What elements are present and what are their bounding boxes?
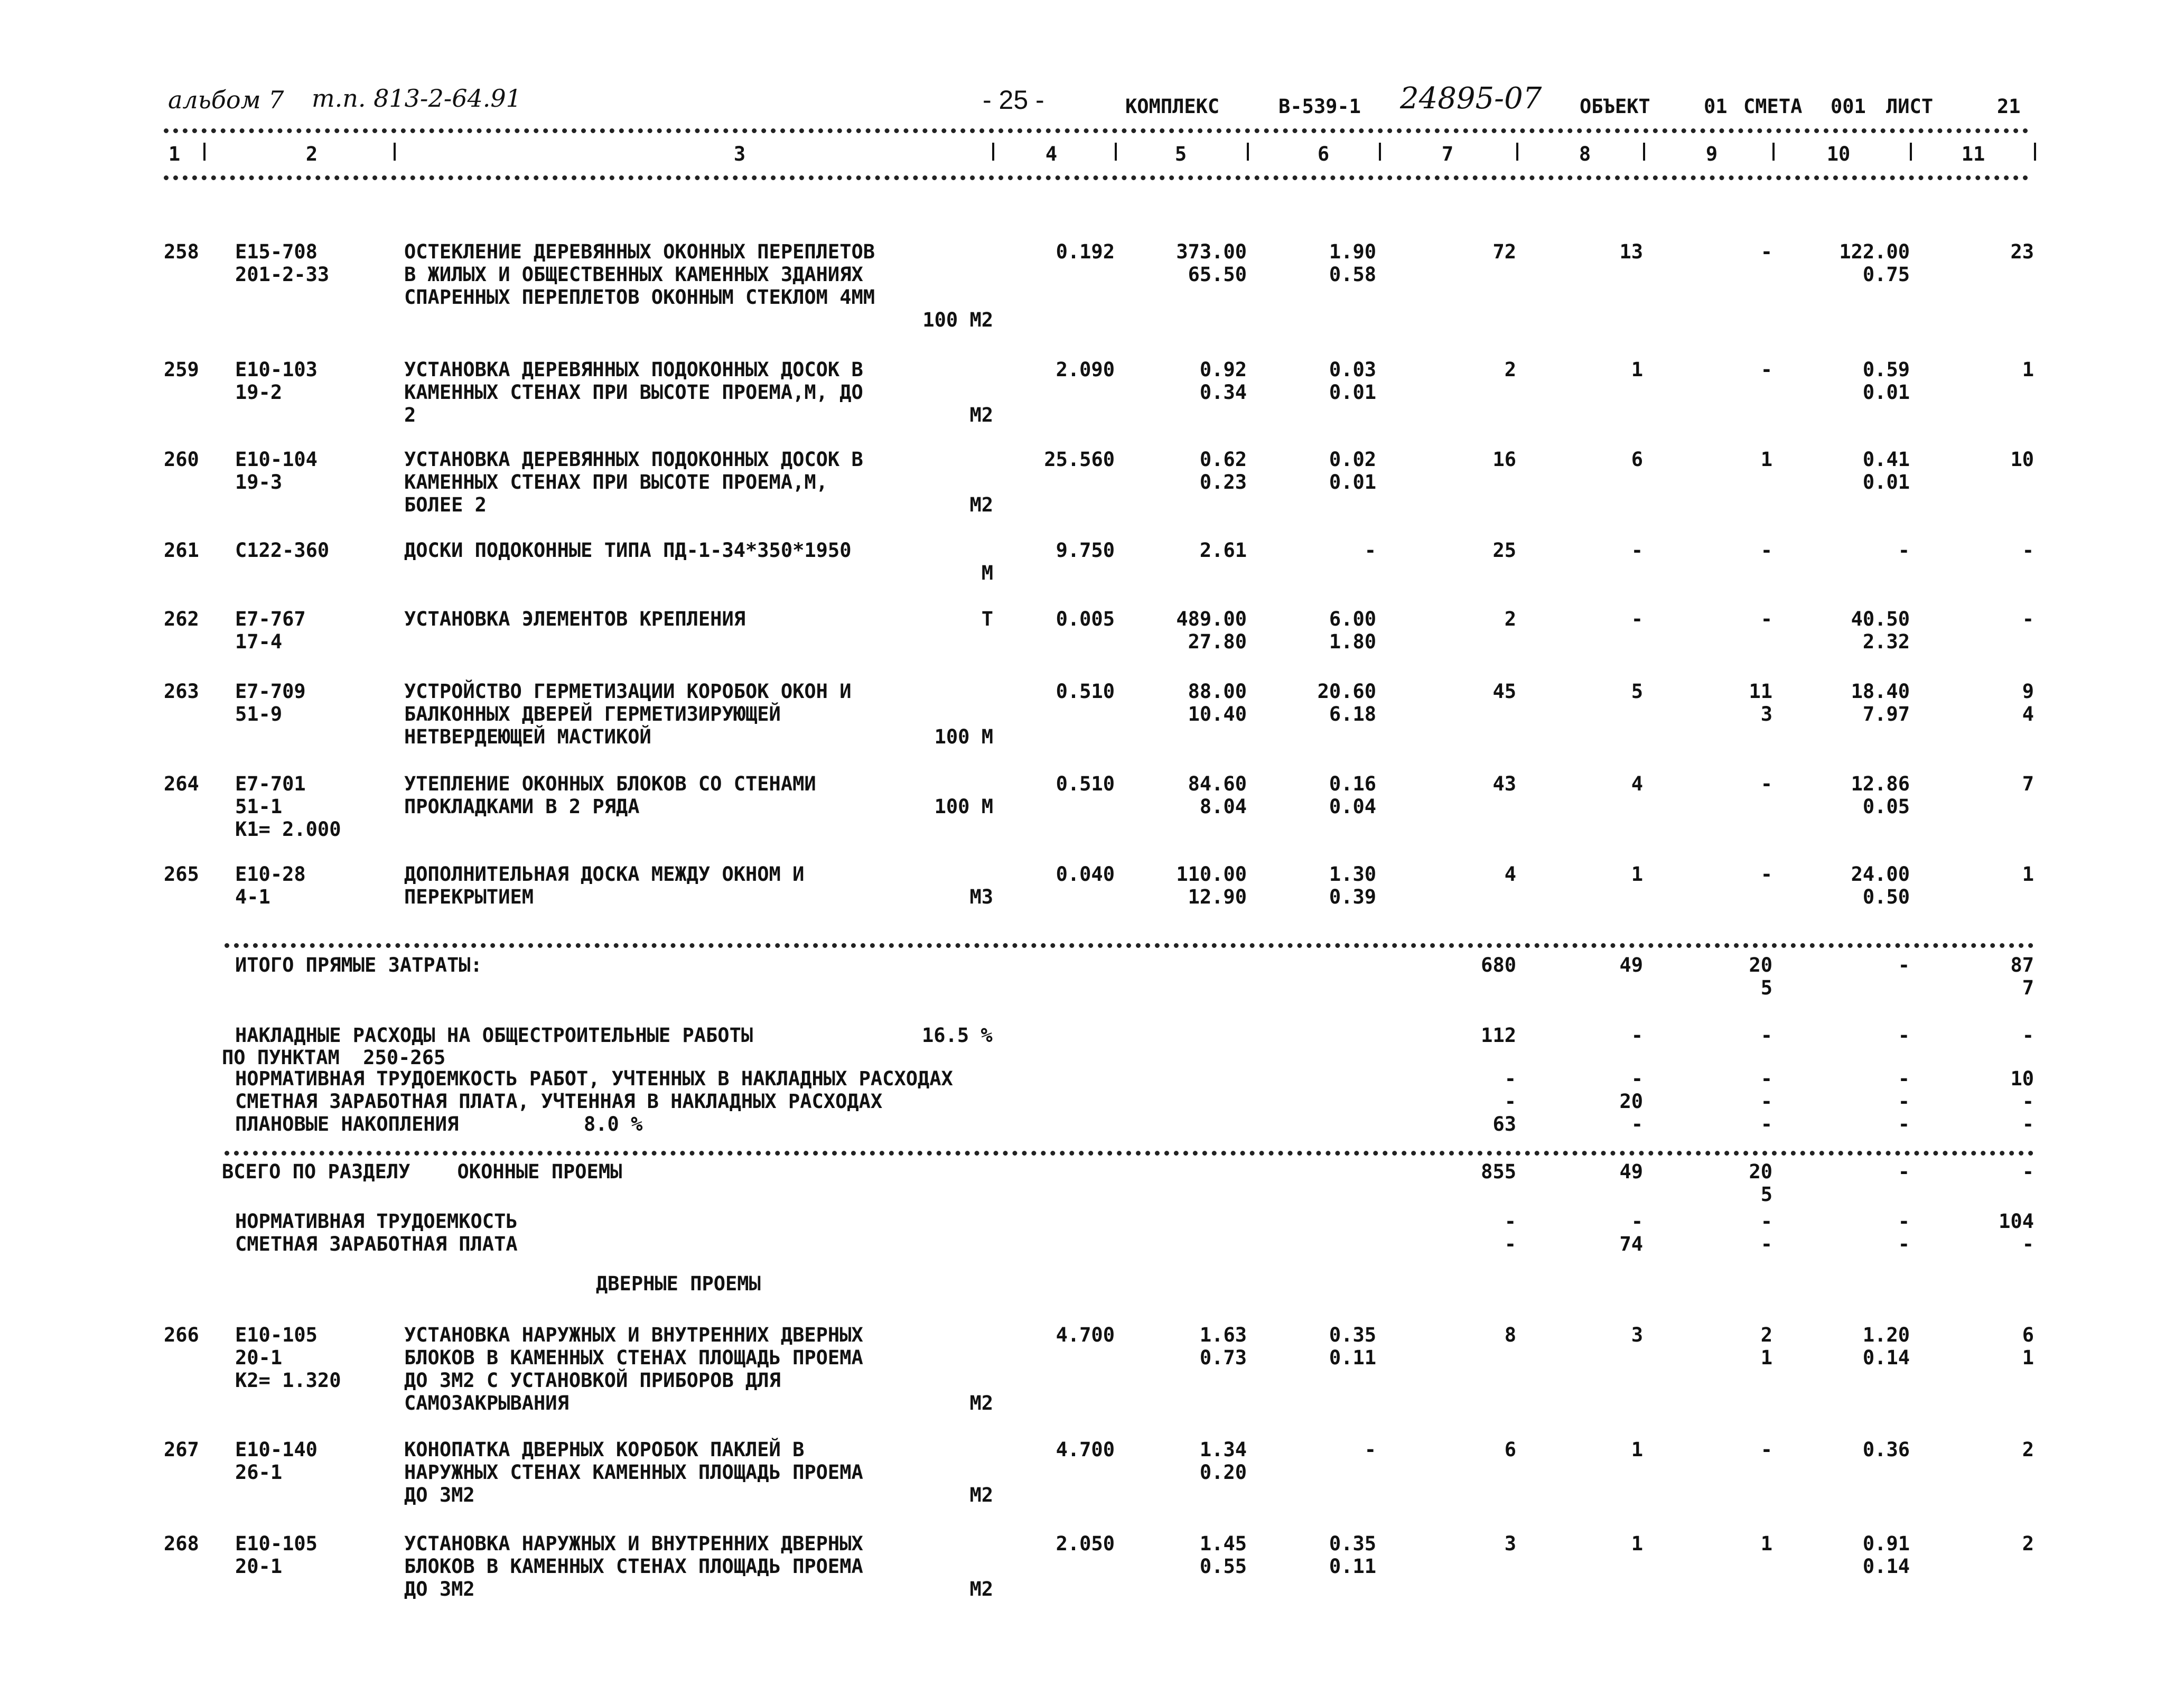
row-number: 266 [164,1324,199,1346]
overhead-percent: 16.5 % [922,1024,993,1047]
cell-c10: 18.40 [1851,680,1910,703]
project-number: т.п. 813-2-64.91 [312,84,521,113]
cell-c8: 1 [1631,358,1643,381]
cell-c6: 1.80 [1329,630,1376,653]
total-c9: - [1760,1024,1772,1047]
cell-c5: 1.45 [1199,1532,1247,1555]
column-separator [1910,143,1912,161]
cell-c10: 0.59 [1862,358,1910,381]
total-c10: - [1898,1160,1910,1183]
total-c11: 7 [2022,976,2034,999]
cell-c9: - [1760,240,1772,263]
cell-c11: 7 [2022,772,2034,795]
cell-c8: 5 [1631,680,1643,703]
object-label: ОБЪЕКТ [1580,95,1650,118]
cell-c9: - [1760,863,1772,886]
work-description: ПРОКЛАДКАМИ В 2 РЯДА [404,795,640,818]
cell-c10: 1.20 [1862,1324,1910,1346]
total-c9: 5 [1760,976,1772,999]
cell-c8: 4 [1631,772,1643,795]
cell-c6: 0.02 [1329,448,1376,471]
cell-c5: 0.23 [1199,471,1247,494]
cell-c7: 4 [1504,863,1516,886]
total-c8: 49 [1619,954,1643,976]
cell-c10: 0.50 [1862,886,1910,908]
total-c7: - [1504,1090,1516,1113]
object-number: 01 [1704,95,1728,118]
total-c11: 10 [2010,1067,2034,1090]
work-description: УСТАНОВКА ЭЛЕМЕНТОВ КРЕПЛЕНИЯ [404,608,746,630]
column-separator [2034,143,2036,161]
work-description: УТЕПЛЕНИЕ ОКОННЫХ БЛОКОВ СО СТЕНАМИ [404,772,816,795]
total-c8: 74 [1619,1233,1643,1255]
cell-c9: 2 [1760,1324,1772,1346]
column-number-11: 11 [1961,143,1985,165]
cell-c5: 0.55 [1199,1555,1247,1578]
cell-c5: 12.90 [1188,886,1247,908]
price-code: К1= 2.000 [235,818,341,841]
unit-of-measure: М2 [969,1578,993,1600]
cell-c6: 0.11 [1329,1346,1376,1369]
work-description: ОСТЕКЛЕНИЕ ДЕРЕВЯННЫХ ОКОННЫХ ПЕРЕПЛЕТОВ [404,240,875,263]
work-description: БЛОКОВ В КАМЕННЫХ СТЕНАХ ПЛОЩАДЬ ПРОЕМА [404,1346,863,1369]
total-c8: - [1631,1024,1643,1047]
column-number-3: 3 [733,143,746,165]
work-description: УСТРОЙСТВО ГЕРМЕТИЗАЦИИ КОРОБОК ОКОН И [404,680,852,703]
total-c10: - [1898,1024,1910,1047]
cell-c5: 88.00 [1188,680,1247,703]
work-description: САМОЗАКРЫВАНИЯ [404,1392,569,1414]
price-code: Е7-709 [235,680,306,703]
price-code: 26-1 [235,1461,283,1484]
cell-c9: 3 [1760,703,1772,725]
price-code: Е10-28 [235,863,306,886]
total-c9: 5 [1760,1183,1772,1206]
column-separator [1516,143,1518,161]
total-c8: - [1631,1067,1643,1090]
column-number-2: 2 [305,143,318,165]
total-label: НАКЛАДНЫЕ РАСХОДЫ НА ОБЩЕСТРОИТЕЛЬНЫЕ РАБОТЫ [235,1024,753,1047]
cell-c6: 0.35 [1329,1532,1376,1555]
cell-c10: 0.14 [1862,1346,1910,1369]
column-separator [992,143,994,161]
cell-c5: 65.50 [1188,263,1247,286]
cell-c6: 6.18 [1329,703,1376,725]
cell-c6: 0.11 [1329,1555,1376,1578]
row-number: 265 [164,863,199,886]
total-label: ПЛАНОВЫЕ НАКОПЛЕНИЯ [235,1113,459,1135]
cell-c7: 3 [1504,1532,1516,1555]
total-label: НОРМАТИВНАЯ ТРУДОЕМКОСТЬ [235,1210,518,1233]
cell-c7: 43 [1492,772,1516,795]
cell-c9: 1 [1760,448,1772,471]
cell-c9: - [1760,358,1772,381]
cell-c5: 1.34 [1199,1438,1247,1461]
cell-c9: 1 [1760,1532,1772,1555]
cell-c5: 10.40 [1188,703,1247,725]
total-c7: - [1504,1067,1516,1090]
quantity: 0.510 [1056,680,1115,703]
cell-c11: 1 [2022,863,2034,886]
complex-code: В-539-1 [1278,95,1361,118]
total-label: СМЕТНАЯ ЗАРАБОТНАЯ ПЛАТА, УЧТЕННАЯ В НАКЛАДНЫХ РАСХОДАХ [235,1090,883,1113]
cell-c10: 40.50 [1851,608,1910,630]
unit-of-measure: 100 М [934,725,993,748]
work-description: КАМЕННЫХ СТЕНАХ ПРИ ВЫСОТЕ ПРОЕМА,М, ДО [404,381,863,404]
total-c9: - [1760,1233,1772,1255]
cell-c7: 8 [1504,1324,1516,1346]
row-number: 267 [164,1438,199,1461]
cell-c10: 12.86 [1851,772,1910,795]
price-code: 51-9 [235,703,283,725]
price-code: 19-2 [235,381,283,404]
total-c11: - [2022,1090,2034,1113]
cell-c9: - [1760,608,1772,630]
row-number: 262 [164,608,199,630]
row-number: 260 [164,448,199,471]
quantity: 4.700 [1056,1438,1115,1461]
price-code: 20-1 [235,1346,283,1369]
sheet-number: 21 [1997,95,2021,118]
quantity: 0.040 [1056,863,1115,886]
cell-c5: 27.80 [1188,630,1247,653]
column-number-7: 7 [1441,143,1454,165]
row-number: 258 [164,240,199,263]
work-description: БАЛКОННЫХ ДВЕРЕЙ ГЕРМЕТИЗИРУЮЩЕЙ [404,703,781,725]
column-number-5: 5 [1174,143,1187,165]
cell-c6: 0.04 [1329,795,1376,818]
price-code: 4-1 [235,886,270,908]
cell-c8: 13 [1619,240,1643,263]
column-number-4: 4 [1045,143,1058,165]
work-description: ДО 3М2 [404,1484,475,1506]
section-title-doors: ДВЕРНЫЕ ПРОЕМЫ [596,1272,761,1295]
cell-c6: - [1364,1438,1376,1461]
album-label: альбом 7 [168,86,284,114]
cell-c5: 0.20 [1199,1461,1247,1484]
cell-c5: 1.63 [1199,1324,1247,1346]
price-code: Е10-104 [235,448,318,471]
column-header-row [0,143,2184,169]
work-description: ДО 3М2 [404,1578,475,1600]
work-description: ДО 3М2 С УСТАНОВКОЙ ПРИБОРОВ ДЛЯ [404,1369,781,1392]
total-c10: - [1898,1210,1910,1233]
work-description: НЕТВЕРДЕЮЩЕЙ МАСТИКОЙ [404,725,651,748]
price-code: 19-3 [235,471,283,494]
total-c9: - [1760,1067,1772,1090]
cell-c9: 1 [1760,1346,1772,1369]
work-description: НАРУЖНЫХ СТЕНАХ КАМЕННЫХ ПЛОЩАДЬ ПРОЕМА [404,1461,863,1484]
cell-c6: 0.03 [1329,358,1376,381]
quantity: 2.090 [1056,358,1115,381]
cell-c9: - [1760,772,1772,795]
price-code: Е10-105 [235,1532,318,1555]
cell-c10: 0.01 [1862,381,1910,404]
row-number: 264 [164,772,199,795]
row-number: 268 [164,1532,199,1555]
cell-c8: 1 [1631,863,1643,886]
total-c8: - [1631,1113,1643,1135]
cell-c11: 1 [2022,358,2034,381]
cell-c6: - [1364,539,1376,562]
total-c11: - [2022,1024,2034,1047]
cell-c11: 4 [2022,703,2034,725]
dotted-separator [225,1151,2034,1156]
work-description: БЛОКОВ В КАМЕННЫХ СТЕНАХ ПЛОЩАДЬ ПРОЕМА [404,1555,863,1578]
quantity: 25.560 [1044,448,1115,471]
quantity: 9.750 [1056,539,1115,562]
work-description: УСТАНОВКА ДЕРЕВЯННЫХ ПОДОКОННЫХ ДОСОК В [404,448,863,471]
items-range: ПО ПУНКТАМ 250-265 [222,1046,446,1069]
cell-c10: - [1898,539,1910,562]
cell-c5: 2.61 [1199,539,1247,562]
total-c9: - [1760,1113,1772,1135]
total-c8: 49 [1619,1160,1643,1183]
column-number-8: 8 [1579,143,1591,165]
cell-c7: 72 [1492,240,1516,263]
cell-c6: 0.01 [1329,381,1376,404]
price-code: Е10-103 [235,358,318,381]
column-number-9: 9 [1705,143,1718,165]
row-number: 259 [164,358,199,381]
column-separator [1247,143,1249,161]
total-c10: - [1898,954,1910,976]
cell-c11: 9 [2022,680,2034,703]
cell-c10: 0.01 [1862,471,1910,494]
cell-c7: 2 [1504,608,1516,630]
total-c7: 855 [1481,1160,1516,1183]
total-c7: 680 [1481,954,1516,976]
unit-of-measure: М2 [969,1392,993,1414]
cell-c5: 8.04 [1199,795,1247,818]
cell-c5: 0.73 [1199,1346,1247,1369]
total-c8: - [1631,1210,1643,1233]
cell-c11: 23 [2010,240,2034,263]
cell-c11: 6 [2022,1324,2034,1346]
total-label: НОРМАТИВНАЯ ТРУДОЕМКОСТЬ РАБОТ, УЧТЕННЫХ В НАКЛАДНЫХ РАСХОДАХ [235,1067,953,1090]
cell-c8: 6 [1631,448,1643,471]
price-code: Е15-708 [235,240,318,263]
price-code: К2= 1.320 [235,1369,341,1392]
cell-c11: 2 [2022,1532,2034,1555]
cell-c10: 7.97 [1862,703,1910,725]
total-c8: 20 [1619,1090,1643,1113]
unit-of-measure: М [981,562,993,584]
column-number-10: 10 [1826,143,1851,165]
total-c9: - [1760,1210,1772,1233]
total-c10: - [1898,1090,1910,1113]
price-code: С122-360 [235,539,330,562]
cell-c10: 2.32 [1862,630,1910,653]
cell-c6: 20.60 [1317,680,1376,703]
profit-percent: 8.0 % [584,1113,643,1135]
quantity: 4.700 [1056,1324,1115,1346]
quantity: 0.005 [1056,608,1115,630]
price-code: Е7-767 [235,608,306,630]
total-c11: 87 [2010,954,2034,976]
cell-c6: 1.90 [1329,240,1376,263]
cell-c5: 0.92 [1199,358,1247,381]
cell-c10: 0.91 [1862,1532,1910,1555]
cell-c10: 0.75 [1862,263,1910,286]
price-code: Е10-140 [235,1438,318,1461]
cell-c8: - [1631,608,1643,630]
cell-c10: 0.05 [1862,795,1910,818]
column-separator [1772,143,1775,161]
unit-of-measure: М2 [969,494,993,516]
unit-of-measure: М3 [969,886,993,908]
total-c7: 63 [1492,1113,1516,1135]
cell-c7: 25 [1492,539,1516,562]
total-label: ВСЕГО ПО РАЗДЕЛУ ОКОННЫЕ ПРОЕМЫ [222,1160,622,1183]
cell-c6: 0.16 [1329,772,1376,795]
cell-c11: 10 [2010,448,2034,471]
cell-c5: 0.34 [1199,381,1247,404]
work-description: СПАРЕННЫХ ПЕРЕПЛЕТОВ ОКОННЫМ СТЕКЛОМ 4ММ [404,286,875,309]
cell-c6: 6.00 [1329,608,1376,630]
cell-c5: 84.60 [1188,772,1247,795]
price-code: Е7-701 [235,772,306,795]
unit-of-measure: 100 М [934,795,993,818]
total-c11: - [2022,1233,2034,1255]
cell-c10: 0.41 [1862,448,1910,471]
complex-label: КОМПЛЕКС [1125,95,1220,118]
cell-c8: 1 [1631,1532,1643,1555]
total-c10: - [1898,1113,1910,1135]
total-c7: - [1504,1233,1516,1255]
work-description: КАМЕННЫХ СТЕНАХ ПРИ ВЫСОТЕ ПРОЕМА,М, [404,471,828,494]
cell-c6: 1.30 [1329,863,1376,886]
column-separator [1115,143,1117,161]
unit-of-measure: М2 [969,1484,993,1506]
work-description: УСТАНОВКА ДЕРЕВЯННЫХ ПОДОКОННЫХ ДОСОК В [404,358,863,381]
work-description: ПЕРЕКРЫТИЕМ [404,886,534,908]
work-description: БОЛЕЕ 2 [404,494,487,516]
price-code: 201-2-33 [235,263,330,286]
column-separator [1379,143,1381,161]
work-description: КОНОПАТКА ДВЕРНЫХ КОРОБОК ПАКЛЕЙ В [404,1438,805,1461]
row-number: 261 [164,539,199,562]
cell-c6: 0.58 [1329,263,1376,286]
cell-c10: 0.14 [1862,1555,1910,1578]
cell-c8: 1 [1631,1438,1643,1461]
cell-c11: - [2022,539,2034,562]
quantity: 2.050 [1056,1532,1115,1555]
quantity: 0.192 [1056,240,1115,263]
handwritten-stamp: 24895-07 [1400,81,1542,116]
header-rule-bottom [164,175,2029,180]
cell-c9: 11 [1749,680,1772,703]
total-c11: - [2022,1113,2034,1135]
page-number: - 25 - [983,85,1044,115]
cell-c6: 0.39 [1329,886,1376,908]
total-label: ИТОГО ПРЯМЫЕ ЗАТРАТЫ: [235,954,482,976]
cell-c8: 3 [1631,1324,1643,1346]
total-c11: - [2022,1160,2034,1183]
total-c9: - [1760,1090,1772,1113]
cell-c6: 0.01 [1329,471,1376,494]
cell-c5: 373.00 [1176,240,1247,263]
column-separator [1643,143,1645,161]
cell-c7: 6 [1504,1438,1516,1461]
cell-c6: 0.35 [1329,1324,1376,1346]
work-description: В ЖИЛЫХ И ОБЩЕСТВЕННЫХ КАМЕННЫХ ЗДАНИЯХ [404,263,863,286]
cell-c9: - [1760,539,1772,562]
cell-c8: - [1631,539,1643,562]
work-description: УСТАНОВКА НАРУЖНЫХ И ВНУТРЕННИХ ДВЕРНЫХ [404,1532,863,1555]
cell-c9: - [1760,1438,1772,1461]
total-c9: 20 [1749,954,1772,976]
row-number: 263 [164,680,199,703]
cell-c5: 0.62 [1199,448,1247,471]
column-number-1: 1 [168,143,181,165]
cell-c7: 45 [1492,680,1516,703]
cell-c10: 0.36 [1862,1438,1910,1461]
total-c9: 20 [1749,1160,1772,1183]
total-c7: 112 [1481,1024,1516,1047]
sheet-label: ЛИСТ [1886,95,1934,118]
header-rule-top [164,128,2029,133]
estimate-label: СМЕТА [1743,95,1803,118]
work-description: УСТАНОВКА НАРУЖНЫХ И ВНУТРЕННИХ ДВЕРНЫХ [404,1324,863,1346]
work-description: 2 [404,404,416,426]
estimate-number: 001 [1831,95,1866,118]
cell-c5: 489.00 [1176,608,1247,630]
unit-of-measure: 100 М2 [922,309,993,331]
dotted-separator [225,943,2034,948]
price-code: 51-1 [235,795,283,818]
cell-c7: 16 [1492,448,1516,471]
price-code: 17-4 [235,630,283,653]
total-c11: 104 [1999,1210,2034,1233]
work-description: ДОПОЛНИТЕЛЬНАЯ ДОСКА МЕЖДУ ОКНОМ И [404,863,805,886]
column-separator [394,143,396,161]
unit-of-measure: М2 [969,404,993,426]
total-c10: - [1898,1067,1910,1090]
cell-c11: 1 [2022,1346,2034,1369]
total-label: СМЕТНАЯ ЗАРАБОТНАЯ ПЛАТА [235,1233,518,1255]
cell-c7: 2 [1504,358,1516,381]
column-number-6: 6 [1317,143,1330,165]
cell-c10: 24.00 [1851,863,1910,886]
cell-c11: - [2022,608,2034,630]
quantity: 0.510 [1056,772,1115,795]
price-code: Е10-105 [235,1324,318,1346]
price-code: 20-1 [235,1555,283,1578]
column-separator [203,143,206,161]
cell-c10: 122.00 [1839,240,1910,263]
total-c7: - [1504,1210,1516,1233]
unit-of-measure: Т [981,608,993,630]
cell-c5: 110.00 [1176,863,1247,886]
work-description: ДОСКИ ПОДОКОННЫЕ ТИПА ПД-1-34*350*1950 [404,539,852,562]
total-c10: - [1898,1233,1910,1255]
cell-c11: 2 [2022,1438,2034,1461]
